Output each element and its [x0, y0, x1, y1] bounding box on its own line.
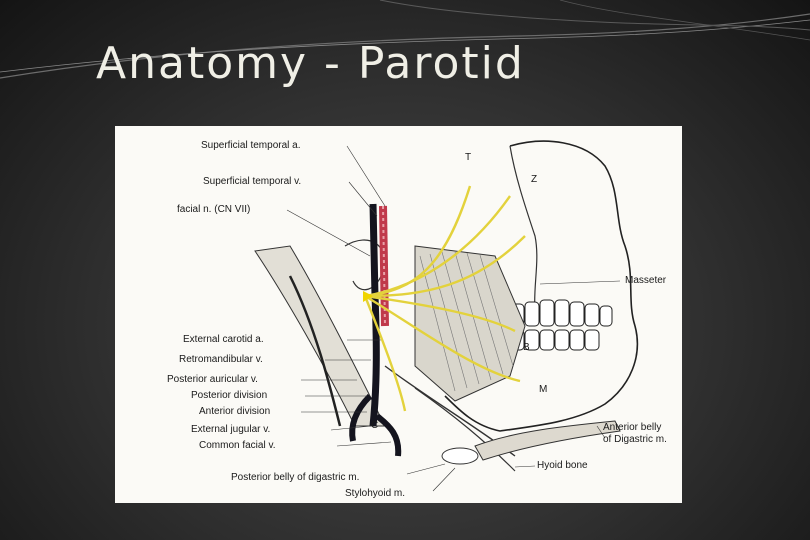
label-common-facial-vein: Common facial v.	[199, 440, 276, 451]
label-masseter: Masseter	[625, 275, 667, 286]
label-letter-m: M	[539, 384, 548, 395]
label-letter-c: C	[371, 420, 379, 431]
label-hyoid-bone: Hyoid bone	[537, 460, 588, 471]
parotid-anatomy-figure	[115, 126, 682, 503]
label-external-carotid-artery: External carotid a.	[183, 334, 264, 345]
common-facial-vein	[377, 416, 398, 456]
hyoid-bone	[442, 448, 478, 464]
label-letter-b: B	[523, 342, 530, 353]
label-retromandibular-vein: Retromandibular v.	[179, 354, 263, 365]
label-letter-t: T	[465, 152, 472, 163]
label-anterior-division: Anterior division	[199, 406, 271, 417]
label-posterior-auricular-vein: Posterior auricular v.	[167, 374, 258, 385]
label-anterior-belly-line1: Anterior belly	[603, 422, 662, 433]
label-superficial-temporal-artery: Superficial temporal a.	[201, 140, 301, 151]
label-external-jugular-vein: External jugular v.	[191, 424, 271, 435]
label-anterior-belly-line2: of Digastric m.	[603, 434, 667, 445]
slide-title: Anatomy - Parotid	[96, 38, 525, 89]
label-superficial-temporal-vein: Superficial temporal v.	[203, 176, 302, 187]
digastric-muscle	[475, 421, 620, 460]
label-stylohyoid-muscle: Stylohyoid m.	[345, 488, 406, 499]
label-letter-z: Z	[531, 174, 538, 185]
label-facial-nerve: facial n. (CN VII)	[177, 204, 251, 215]
label-posterior-belly-digastric: Posterior belly of digastric m.	[231, 472, 360, 483]
label-posterior-division: Posterior division	[191, 390, 268, 401]
